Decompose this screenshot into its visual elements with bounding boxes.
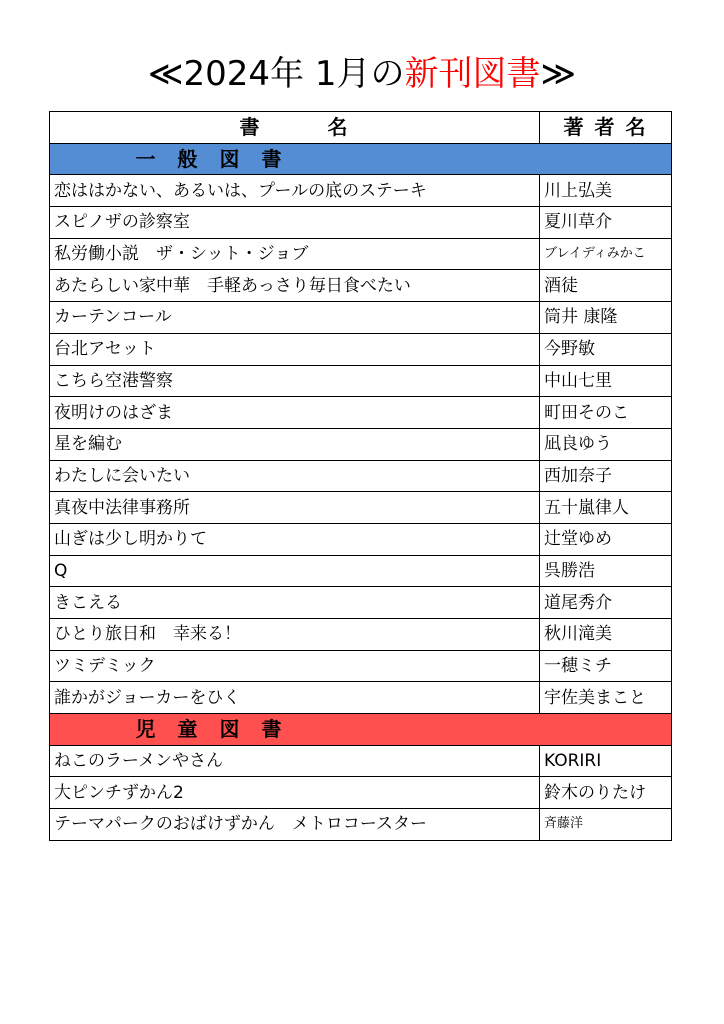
book-author: ブレイディみかこ xyxy=(540,238,672,270)
book-title: テーマパークのおばけずかん メトロコースター xyxy=(50,809,540,841)
book-author: 秋川滝美 xyxy=(540,619,672,651)
book-author: KORIRI xyxy=(540,745,672,777)
book-author: 呉勝浩 xyxy=(540,555,672,587)
book-author: 五十嵐律人 xyxy=(540,492,672,524)
book-title: 大ピンチずかん2 xyxy=(50,777,540,809)
section-label: 一 般 図 書 xyxy=(135,147,283,172)
book-title: ツミデミック xyxy=(50,650,540,682)
book-author: 酒徒 xyxy=(540,270,672,302)
table-row xyxy=(50,492,672,524)
section-label: 児 童 図 書 xyxy=(135,717,283,742)
book-author: 川上弘美 xyxy=(540,175,672,207)
table-row xyxy=(50,650,672,682)
table-row xyxy=(50,302,672,334)
book-title: 夜明けのはざま xyxy=(50,397,540,429)
book-title: 私労働小説 ザ・シット・ジョブ xyxy=(50,238,540,270)
table-row xyxy=(50,555,672,587)
book-author: 辻堂ゆめ xyxy=(540,523,672,555)
table-row xyxy=(50,809,672,841)
book-author: 今野敏 xyxy=(540,333,672,365)
book-author: 凪良ゆう xyxy=(540,428,672,460)
book-title: カーテンコール xyxy=(50,302,540,334)
table-row xyxy=(50,207,672,239)
book-title: きこえる xyxy=(50,587,540,619)
table-row xyxy=(50,587,672,619)
table-row xyxy=(50,745,672,777)
header-title-col: 書 名 xyxy=(50,112,540,144)
book-title: ねこのラーメンやさん xyxy=(50,745,540,777)
new-books-table xyxy=(49,111,672,841)
book-author: 一穂ミチ xyxy=(540,650,672,682)
header-author-col: 著 者 名 xyxy=(540,112,672,144)
table-row xyxy=(50,523,672,555)
book-author: 宇佐美まこと xyxy=(540,682,672,714)
book-author: 夏川草介 xyxy=(540,207,672,239)
table-row xyxy=(50,619,672,651)
section-general xyxy=(50,143,672,175)
book-author: 道尾秀介 xyxy=(540,587,672,619)
title-prefix: ≪2024年 1月の xyxy=(147,54,405,94)
book-title: 山ぎは少し明かりて xyxy=(50,523,540,555)
title-suffix: ≫ xyxy=(540,54,577,94)
book-title: 真夜中法律事務所 xyxy=(50,492,540,524)
table-row xyxy=(50,333,672,365)
book-title: 誰かがジョーカーをひく xyxy=(50,682,540,714)
book-author: 筒井 康隆 xyxy=(540,302,672,334)
book-title: 星を編む xyxy=(50,428,540,460)
book-title: あたらしい家中華 手軽あっさり毎日食べたい xyxy=(50,270,540,302)
book-title: 台北アセット xyxy=(50,333,540,365)
book-author: 斉藤洋 xyxy=(540,809,672,841)
table-row xyxy=(50,428,672,460)
table-row xyxy=(50,397,672,429)
book-title: スピノザの診察室 xyxy=(50,207,540,239)
book-title: こちら空港警察 xyxy=(50,365,540,397)
table-row xyxy=(50,238,672,270)
title-accent: 新刊図書 xyxy=(404,54,541,94)
page-title xyxy=(0,48,724,100)
table-row xyxy=(50,682,672,714)
table-row xyxy=(50,460,672,492)
book-author: 中山七里 xyxy=(540,365,672,397)
book-author: 町田そのこ xyxy=(540,397,672,429)
book-author: 西加奈子 xyxy=(540,460,672,492)
book-title: Q xyxy=(50,555,540,587)
table-row xyxy=(50,365,672,397)
book-title: わたしに会いたい xyxy=(50,460,540,492)
book-author: 鈴木のりたけ xyxy=(540,777,672,809)
section-children xyxy=(50,714,672,746)
book-title: ひとり旅日和 幸来る！ xyxy=(50,619,540,651)
book-title: 恋ははかない、あるいは、プールの底のステーキ xyxy=(50,175,540,207)
table-header xyxy=(50,112,672,144)
table-row xyxy=(50,175,672,207)
table-row xyxy=(50,270,672,302)
table-row xyxy=(50,777,672,809)
